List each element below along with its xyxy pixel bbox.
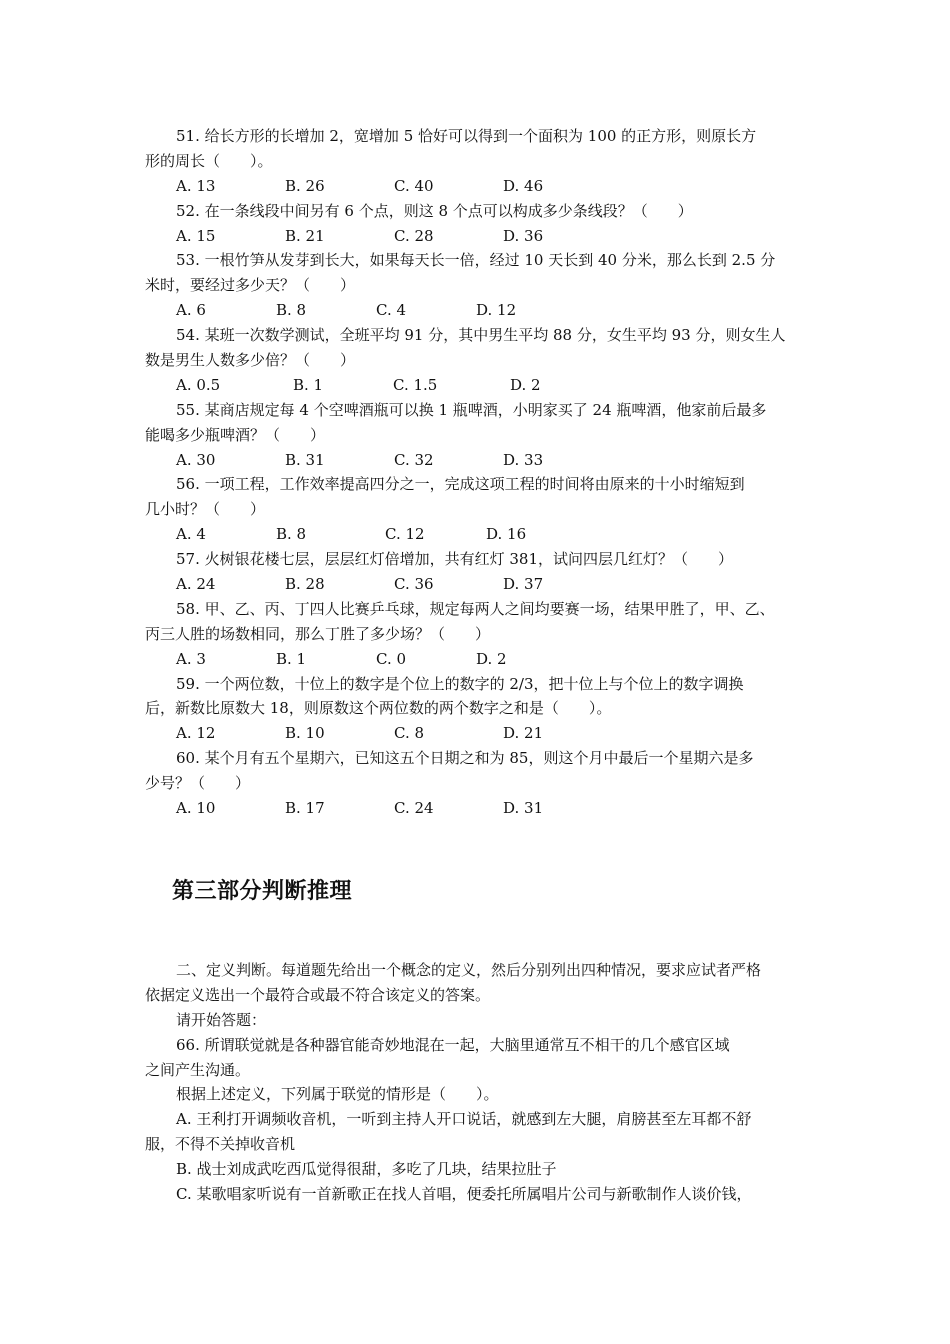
option-c: C. 40 xyxy=(394,176,434,195)
option-d: D. 21 xyxy=(503,724,544,743)
question-text: 丙三人胜的场数相同，那么丁胜了多少场？（ ） xyxy=(145,624,491,643)
option-b: B. 26 xyxy=(285,176,325,195)
option-b: B. 1 xyxy=(276,649,307,668)
q66-option-a: A. 王利打开调频收音机，一听到主持人开口说话，就感到左大腿，肩膀甚至左耳都不舒 xyxy=(176,1110,752,1129)
option-a: A. 24 xyxy=(176,575,216,594)
question-text: 少号？（ ） xyxy=(145,774,251,793)
option-a: A. 12 xyxy=(176,724,216,743)
question-text: 米时，要经过多少天？（ ） xyxy=(145,276,356,295)
question-text: 53. 一根竹笋从发芽到长大，如果每天长一倍，经过 10 天长到 40 分米，那么长到 2.5 分 xyxy=(176,251,776,270)
option-a: A. 4 xyxy=(176,525,206,544)
question-text: 几小时？（ ） xyxy=(145,500,266,519)
definition-section xyxy=(145,958,810,1207)
section-heading: 第三部分判断推理 xyxy=(172,879,353,904)
option-a: A. 3 xyxy=(176,649,206,668)
question-text: 52. 在一条线段中间另有 6 个点，则这 8 个点可以构成多少条线段？（ ） xyxy=(176,201,693,220)
option-c: C. 8 xyxy=(394,724,425,743)
option-c: C. 24 xyxy=(394,799,434,818)
option-d: D. 46 xyxy=(503,176,544,195)
intro-line: 二、定义判断。每道题先给出一个概念的定义，然后分别列出四种情况，要求应试者严格 xyxy=(176,961,762,979)
question-text: 数是男生人数多少倍？（ ） xyxy=(145,351,356,370)
option-d: D. 33 xyxy=(503,450,544,469)
question-text: 56. 一项工程，工作效率提高四分之一，完成这项工程的时间将由原来的十小时缩短到 xyxy=(176,475,745,494)
option-d: D. 36 xyxy=(503,226,544,245)
question-text: 55. 某商店规定每 4 个空啤酒瓶可以换 1 瓶啤酒，小明家买了 24 瓶啤酒，他家前后最多 xyxy=(176,400,767,419)
q66-option-b: B. 战士刘成武吃西瓜觉得很甜，多吃了几块，结果拉肚子 xyxy=(176,1160,557,1179)
q66-question: 根据上述定义，下列属于联觉的情形是（ ）。 xyxy=(176,1085,499,1104)
q66-option-a: 服，不得不关掉收音机 xyxy=(145,1135,296,1154)
question-text: 60. 某个月有五个星期六，已知这五个日期之和为 85，则这个月中最后一个星期六是多 xyxy=(176,749,754,768)
option-a: A. 13 xyxy=(176,176,216,195)
option-c: C. 1.5 xyxy=(393,375,438,394)
answer-options xyxy=(145,448,810,473)
option-b: B. 31 xyxy=(285,450,325,469)
math-questions xyxy=(145,124,810,821)
option-d: D. 12 xyxy=(476,301,517,320)
question-text: 形的周长（ ）。 xyxy=(145,151,273,170)
option-c: C. 4 xyxy=(376,301,407,320)
option-b: B. 28 xyxy=(285,575,325,594)
option-c: C. 36 xyxy=(394,575,434,594)
question-text: 57. 火树银花楼七层，层层红灯倍增加，共有红灯 381，试问四层几红灯？（ ） xyxy=(176,550,734,569)
option-d: D. 31 xyxy=(503,799,544,818)
option-c: C. 32 xyxy=(394,450,434,469)
question-text: 51. 给长方形的长增加 2，宽增加 5 恰好可以得到一个面积为 100 的正方形，则原长方 xyxy=(176,127,757,145)
option-b: B. 21 xyxy=(285,226,325,245)
option-a: A. 30 xyxy=(176,450,216,469)
option-b: B. 10 xyxy=(285,724,325,743)
option-a: A. 15 xyxy=(176,226,216,245)
answer-options xyxy=(145,174,810,199)
answer-options xyxy=(145,373,810,398)
option-c: C. 12 xyxy=(385,525,425,544)
answer-options xyxy=(145,796,810,821)
q66-text: 66. 所谓联觉就是各种器官能奇妙地混在一起，大脑里通常互不相干的几个感官区域 xyxy=(176,1035,730,1054)
option-c: C. 28 xyxy=(394,226,434,245)
question-text: 能喝多少瓶啤酒？（ ） xyxy=(145,425,326,444)
q66-option-c: C. 某歌唱家听说有一首新歌正在找人首唱，便委托所属唱片公司与新歌制作人谈价钱， xyxy=(176,1185,752,1204)
option-b: B. 8 xyxy=(276,301,307,320)
answer-options xyxy=(145,572,810,597)
answer-options xyxy=(145,721,810,746)
question-text: 54. 某班一次数学测试，全班平均 91 分，其中男生平均 88 分，女生平均 93 分，则女生人 xyxy=(176,326,786,345)
option-d: D. 2 xyxy=(510,375,541,394)
option-b: B. 1 xyxy=(293,375,324,394)
q66-text: 之间产生沟通。 xyxy=(145,1060,251,1079)
question-text: 58. 甲、乙、丙、丁四人比赛乒乓球，规定每两人之间均要赛一场，结果甲胜了，甲、乙、 xyxy=(176,599,775,618)
option-d: D. 16 xyxy=(486,525,527,544)
answer-options xyxy=(145,298,810,323)
question-text: 后，新数比原数大 18，则原数这个两位数的两个数字之和是（ ）。 xyxy=(145,699,612,718)
option-a: A. 10 xyxy=(176,799,216,818)
intro-line: 依据定义选出一个最符合或最不符合该定义的答案。 xyxy=(145,985,491,1004)
option-a: A. 6 xyxy=(176,301,206,320)
option-b: B. 8 xyxy=(276,525,307,544)
option-b: B. 17 xyxy=(285,799,325,818)
option-d: D. 2 xyxy=(476,649,507,668)
option-a: A. 0.5 xyxy=(176,375,221,394)
answer-options xyxy=(145,224,810,249)
option-d: D. 37 xyxy=(503,575,544,594)
start-instruction: 请开始答题： xyxy=(176,1010,267,1029)
question-text: 59. 一个两位数，十位上的数字是个位上的数字的 2/3，把十位上与个位上的数字调换 xyxy=(176,674,744,693)
answer-options xyxy=(145,647,810,672)
option-c: C. 0 xyxy=(376,649,407,668)
answer-options xyxy=(145,522,810,547)
